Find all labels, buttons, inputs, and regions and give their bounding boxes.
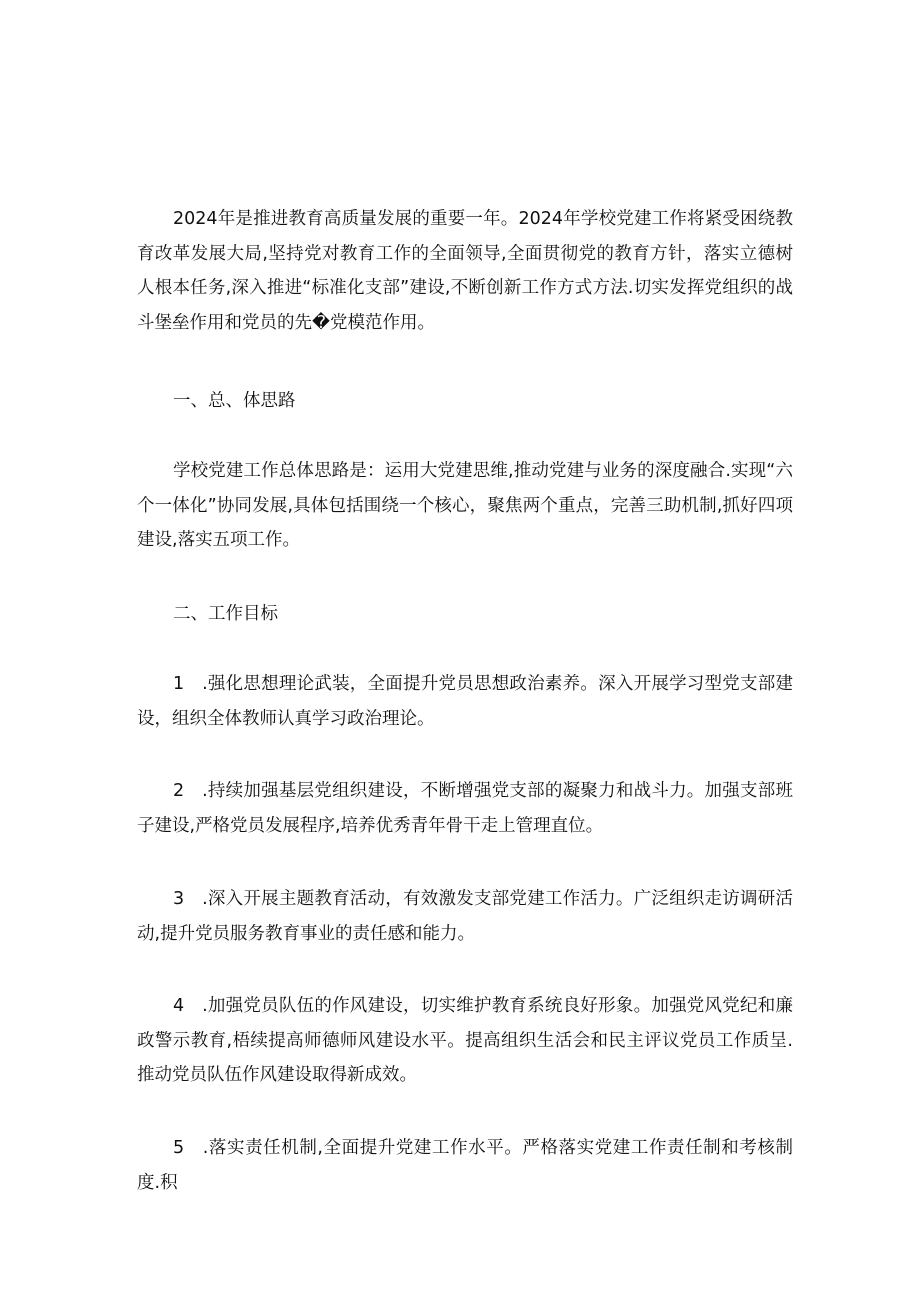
intro-paragraph: 2024年是推进教育高质量发展的重要一年。2024年学校党建工作将紧受困绕教育改革发展大局,坚持党对教育工作的全面领导,全面贯彻党的教育方针，落实立德树人根本任务,深入推进“标准化支部”建设,不断创新工作方式方法.切实发挥党组织的战斗堡垒作用和党员的先�党模范作用。	[137, 209, 793, 333]
overall-approach-paragraph: 学校党建工作总体思路是：运用大党建思维,推动党建与业务的深度融合.实现“六个一体化”协同发展,具体包括围绕一个核心，聚焦两个重点，完善三助机制,抓好四项建设,落实五项工作。	[137, 461, 793, 550]
section-heading-overall-approach: 一、总、体思路	[173, 391, 296, 411]
goal-item-5: 5 .落实责任机制,全面提升党建工作水平。严格落实党建工作责任制和考核制度.积	[137, 1138, 793, 1193]
goal-item-3: 3 .深入开展主题教育活动，有效激发支部党建工作活力。广泛组织走访调研活动,提升党员服务教育事业的责任感和能力。	[137, 889, 793, 944]
section-heading-work-goals: 二、工作目标	[173, 604, 278, 624]
goal-item-1: 1 .强化思想理论武装，全面提升党员思想政治素养。深入开展学习型党支部建设，组织全体教师认真学习政治理论。	[137, 674, 793, 729]
goal-item-2: 2 .持续加强基层党组织建设，不断增强党支部的凝聚力和战斗力。加强支部班子建设,严格党员发展程序,培养优秀青年骨干走上管理直位。	[137, 781, 793, 836]
goal-item-4: 4 .加强党员队伍的作风建设，切实维护教育系统良好形象。加强党风党纪和廉政警示教育,梧续提高师德师风建设水平。提高组织生活会和民主评议党员工作质呈.推动党员队伍作风建设取得新成效。	[137, 996, 793, 1085]
